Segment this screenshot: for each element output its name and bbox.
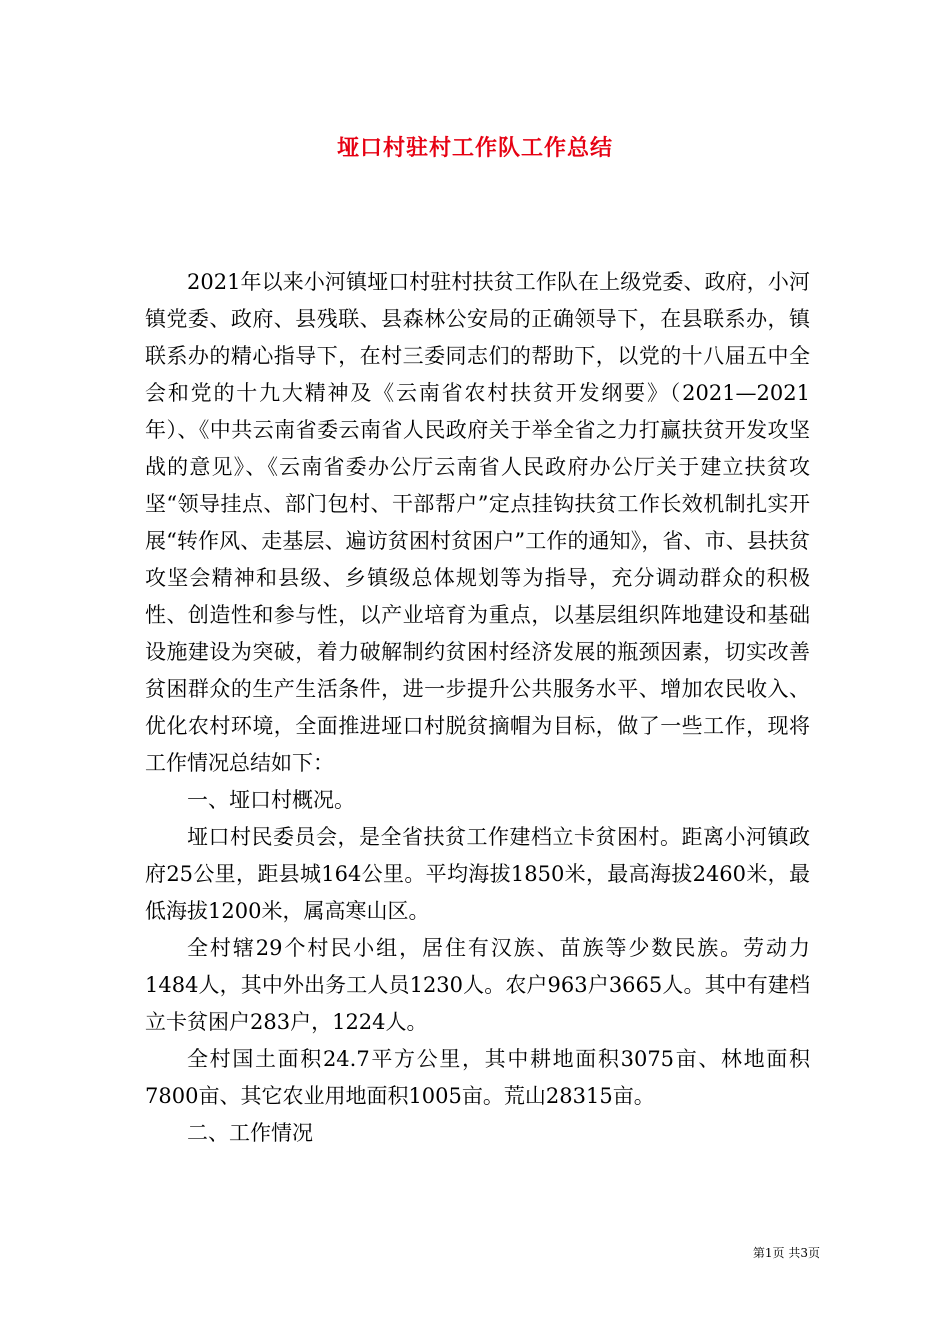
overview-paragraph-location: 垭口村民委员会，是全省扶贫工作建档立卡贫困村。距离小河镇政府25公里，距县城164公里。平均海拔1850米，最高海拔2460米，最低海拔1200米，属高寒山区。	[145, 825, 810, 923]
section-heading-work: 二、工作情况	[187, 1121, 313, 1145]
intro-paragraph: 2021年以来小河镇垭口村驻村扶贫工作队在上级党委、政府，小河镇党委、政府、县残联、县森林公安局的正确领导下，在县联系办，镇联系办的精心指导下，在村三委同志们的帮助下，以党的十八届五中全会和党的十九大精神及《云南省农村扶贫开发纲要》（2021—2021年）、《中共云南省委云南省人民政府关于举全省之力打赢扶贫开发攻坚战的意见》、《云南省委办公厅云南省人民政府办公厅关于建立扶贫攻坚“领导挂点、部门包村、干部帮户”定点挂钩扶贫工作长效机制扎实开展“转作风、走基层、遍访贫困村贫困户”工作的通知》，省、市、县扶贫攻坚会精神和县级、乡镇级总体规划等为指导，充分调动群众的积极性、创造性和参与性，以产业培育为重点，以基层组织阵地建设和基础设施建设为突破，着力破解制约贫困村经济发展的瓶颈因素，切实改善贫困群众的生产生活条件，进一步提升公共服务水平、增加农民收入、优化农村环境，全面推进垭口村脱贫摘帽为目标，做了一些工作，现将工作情况总结如下：	[145, 270, 810, 775]
document-title: 垭口村驻村工作队工作总结	[336, 135, 613, 161]
section-heading-overview: 一、垭口村概况。	[187, 788, 355, 812]
document-body	[145, 264, 810, 1152]
page-number: 第1页 共3页	[752, 1246, 820, 1260]
overview-paragraph-land: 全村国土面积24.7平方公里，其中耕地面积3075亩、林地面积7800亩、其它农业用地面积1005亩。荒山28315亩。	[145, 1047, 810, 1108]
overview-paragraph-population: 全村辖29个村民小组，居住有汉族、苗族等少数民族。劳动力1484人，其中外出务工人员1230人。农户963户3665人。其中有建档立卡贫困户283户，1224人。	[145, 936, 810, 1034]
